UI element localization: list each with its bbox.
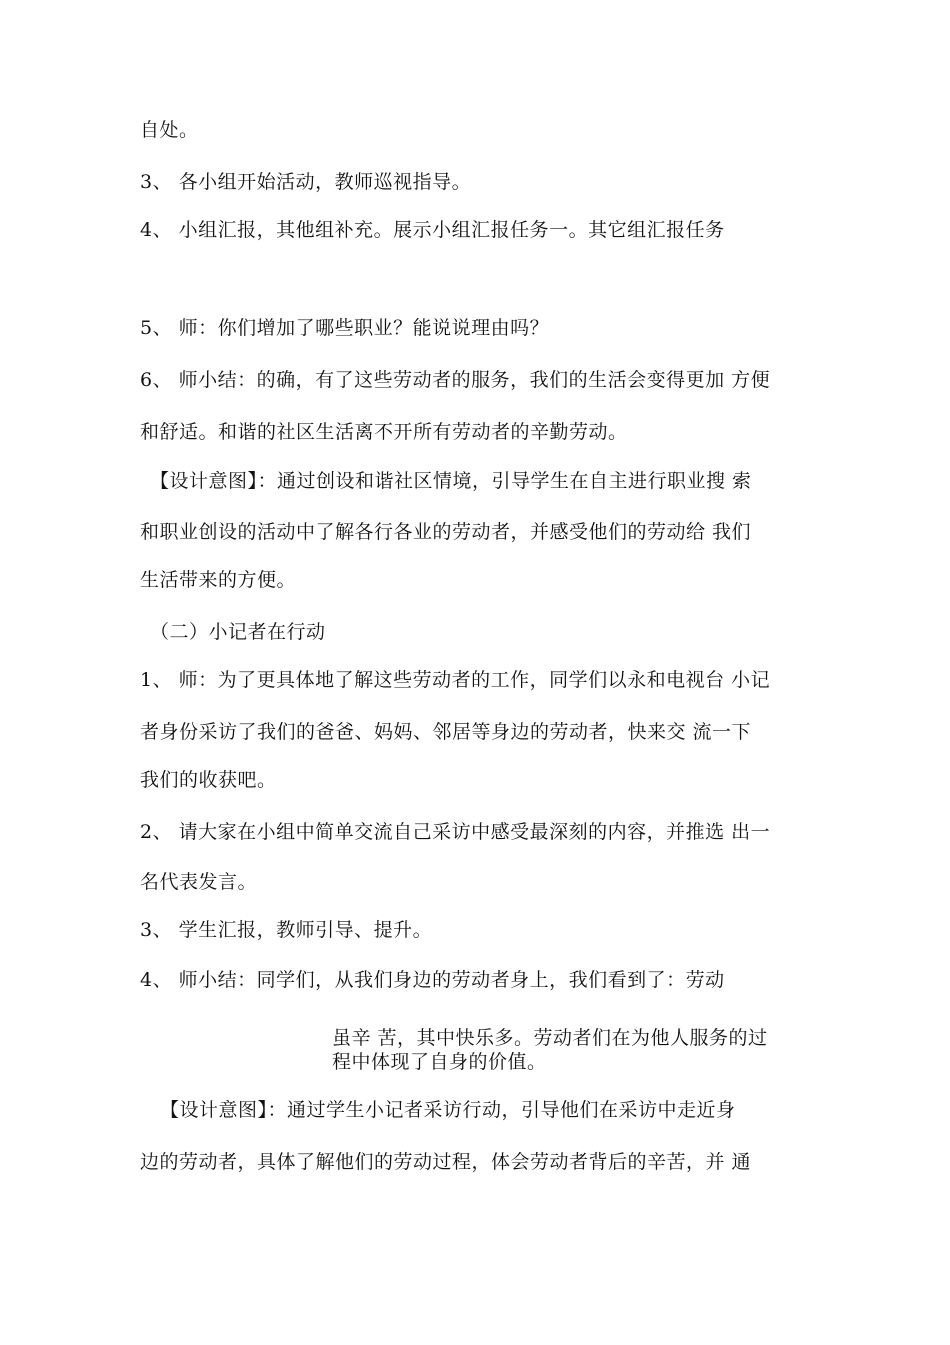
paragraph-line: 3、 学生汇报，教师引导、提升。 — [140, 919, 433, 941]
design-intent-line: 【设计意图】：通过创设和谐社区情境，引导学生在自主进行职业搜 索 — [150, 470, 752, 492]
design-intent-line: 【设计意图】：通过学生小记者采访行动，引导他们在采访中走近身 — [160, 1099, 736, 1121]
paragraph-line: 自处。 — [140, 119, 199, 141]
paragraph-line: 3、 各小组开始活动，教师巡视指导。 — [140, 171, 472, 193]
paragraph-line: 6、 师小结：的确，有了这些劳动者的服务，我们的生活会变得更加 方便 — [140, 369, 771, 391]
paragraph-line: 和舒适。和谐的社区生活离不开所有劳动者的辛勤劳动。 — [140, 421, 628, 443]
indented-quote-block — [332, 1026, 822, 1074]
paragraph-line: 者身份采访了我们的爸爸、妈妈、邻居等身边的劳动者，快来交 流一下 — [140, 721, 752, 743]
paragraph-line: 5、 师：你们增加了哪些职业？能说说理由吗？ — [140, 317, 550, 339]
paragraph-line: 我们的收获吧。 — [140, 769, 277, 791]
quote-line: 程中体现了自身的价值。 — [332, 1051, 547, 1073]
section-heading: （二）小记者在行动 — [150, 621, 326, 643]
quote-line: 虽辛 苦，其中快乐多。劳动者们在为他人服务的过 — [332, 1027, 768, 1049]
paragraph-line: 1、 师：为了更具体地了解这些劳动者的工作，同学们以永和电视台 小记 — [140, 669, 771, 691]
paragraph-line: 生活带来的方便。 — [140, 569, 297, 591]
paragraph-line: 名代表发言。 — [140, 871, 258, 893]
paragraph-line: 2、 请大家在小组中简单交流自己采访中感受最深刻的内容，并推选 出一 — [140, 821, 771, 843]
paragraph-line: 4、 小组汇报，其他组补充。展示小组汇报任务一。其它组汇报任务 — [140, 219, 725, 241]
paragraph-line: 4、 师小结：同学们，从我们身边的劳动者身上，我们看到了：劳动 — [140, 969, 725, 991]
paragraph-line: 和职业创设的活动中了解各行各业的劳动者，并感受他们的劳动给 我们 — [140, 521, 752, 543]
paragraph-line: 边的劳动者，具体了解他们的劳动过程，体会劳动者背后的辛苦，并 通 — [140, 1151, 752, 1173]
